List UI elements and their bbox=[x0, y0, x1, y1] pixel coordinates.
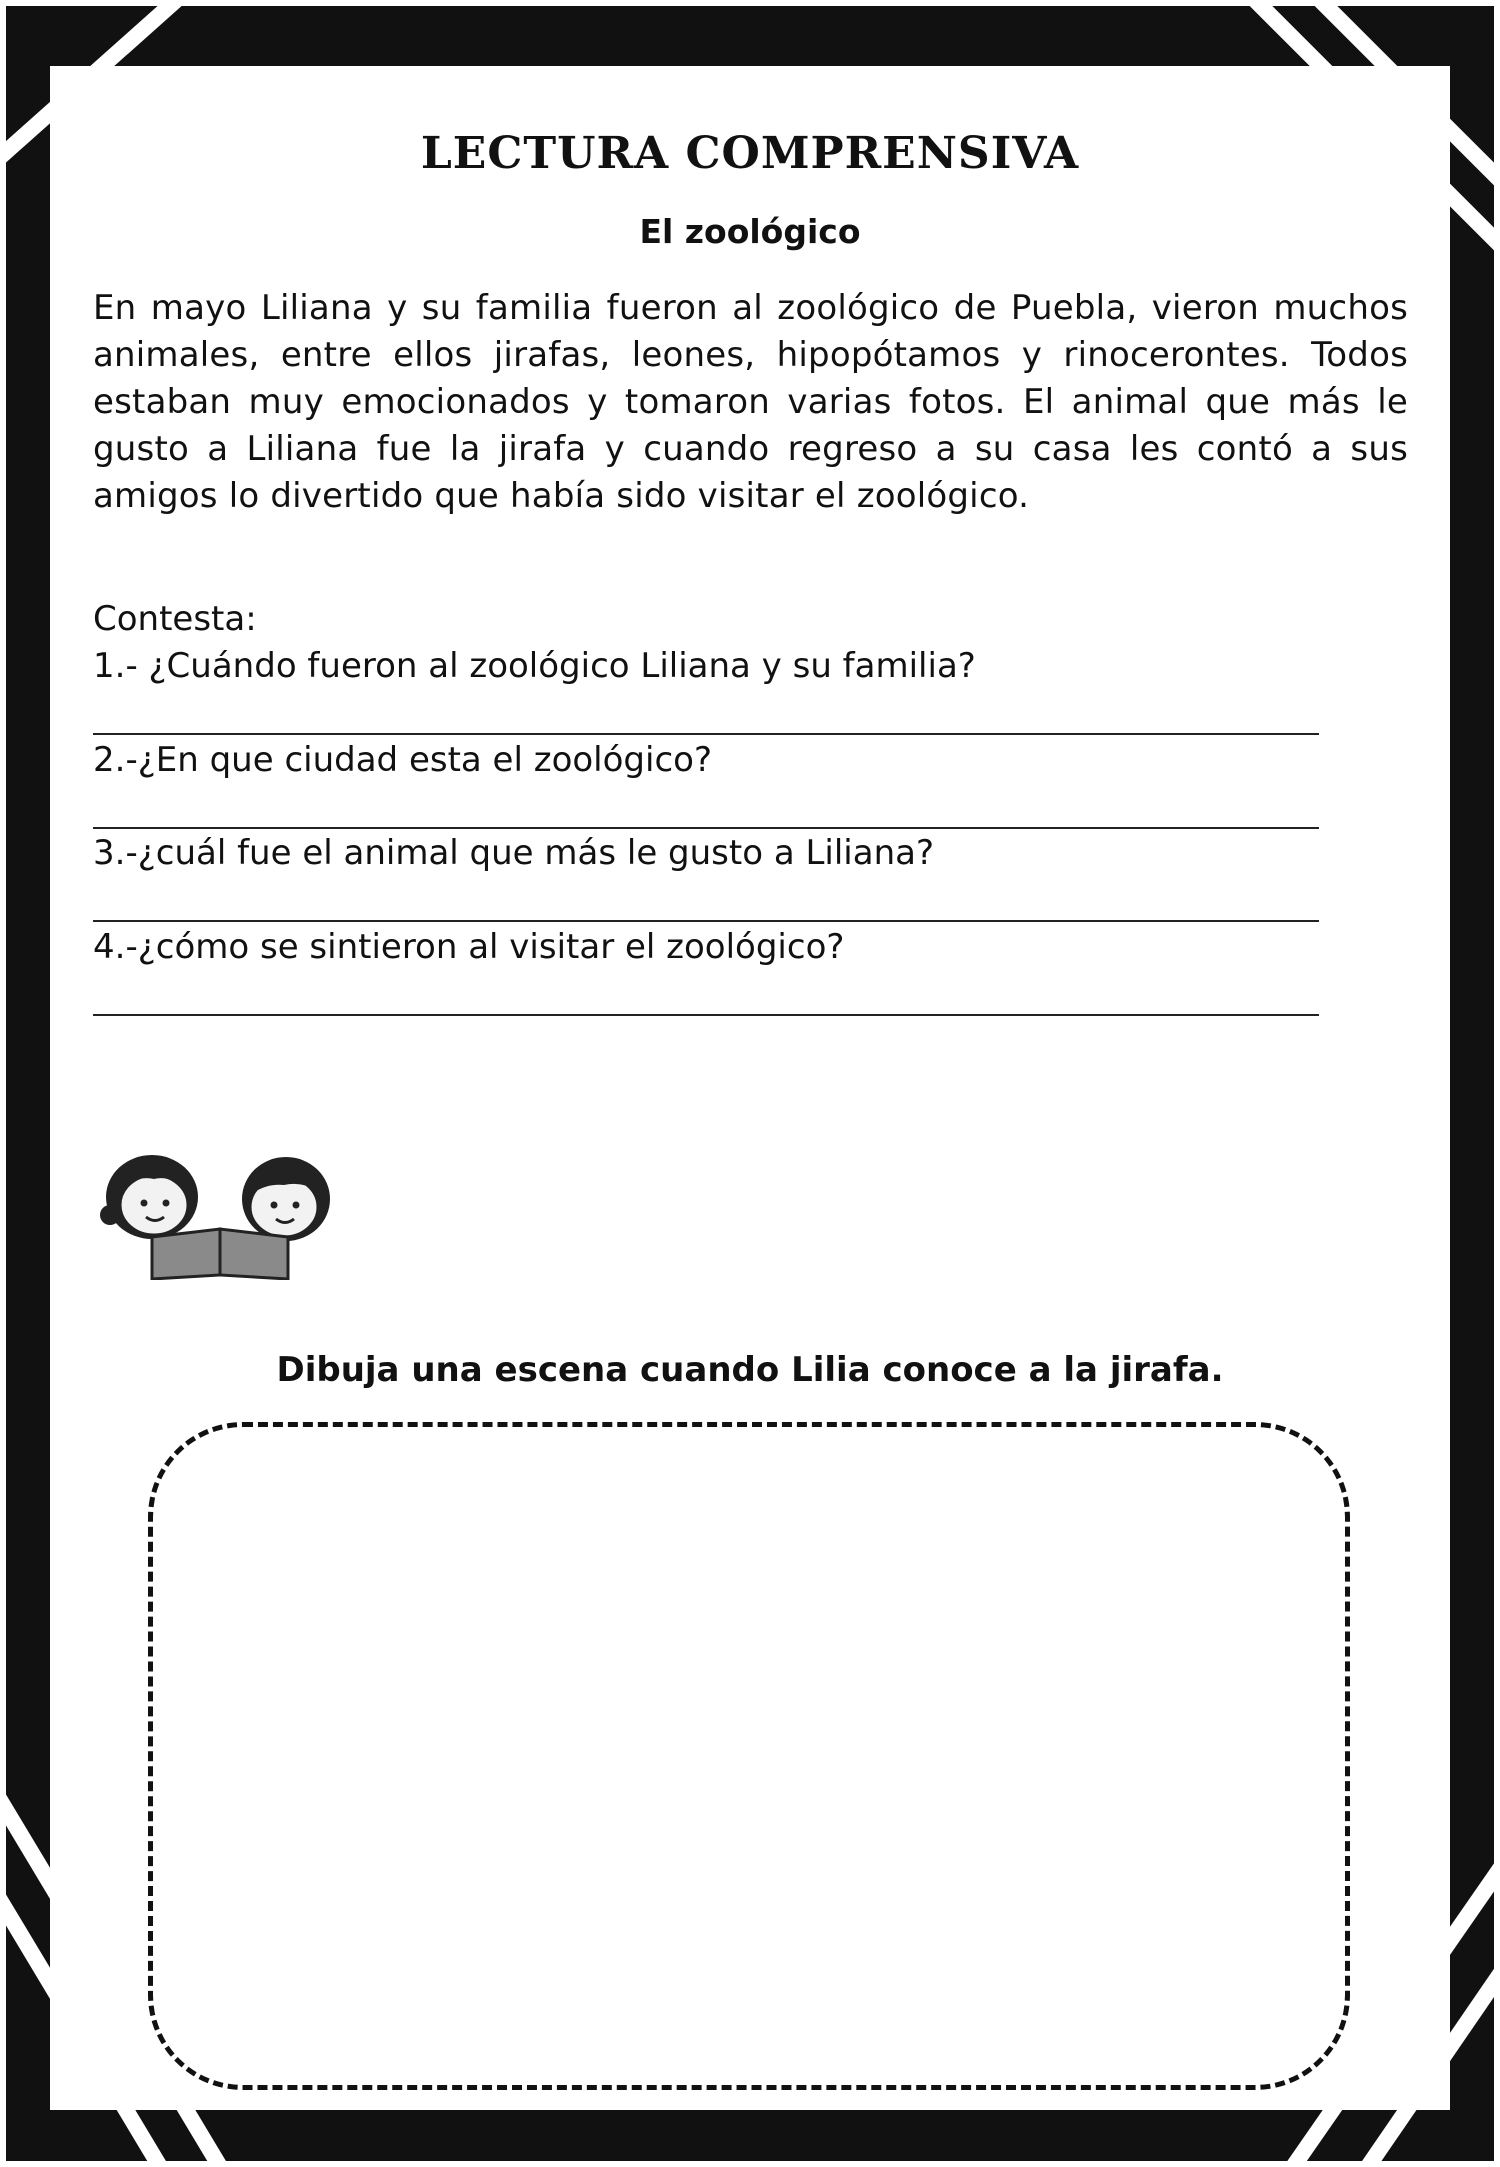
question-4: 4.-¿cómo se sintieron al visitar el zoológico? bbox=[93, 927, 845, 967]
question-3: 3.-¿cuál fue el animal que más le gusto a Liliana? bbox=[93, 833, 935, 873]
drawing-area[interactable] bbox=[148, 1422, 1350, 2090]
children-reading-book-icon bbox=[90, 1145, 365, 1280]
page-title: LECTURA COMPRENSIVA bbox=[420, 128, 1080, 179]
reading-title: El zoológico bbox=[639, 212, 861, 251]
question-2: 2.-¿En que ciudad esta el zoológico? bbox=[93, 740, 712, 780]
drawing-instruction: Dibuja una escena cuando Lilia conoce a la jirafa. bbox=[276, 1350, 1224, 1390]
question-1: 1.- ¿Cuándo fueron al zoológico Liliana y su familia? bbox=[93, 646, 976, 686]
answer-line-4[interactable] bbox=[93, 1014, 1319, 1016]
answer-line-1[interactable] bbox=[93, 733, 1319, 735]
answer-line-3[interactable] bbox=[93, 920, 1319, 922]
answer-instruction: Contesta: bbox=[93, 599, 257, 639]
answer-line-2[interactable] bbox=[93, 827, 1319, 829]
reading-paragraph: En mayo Liliana y su familia fueron al zoológico de Puebla, vieron muchos animales, entre ellos jirafas, leones, hipopótamos y rinocerontes. Todos estaban muy emocionados y tomaron varias fotos. El animal que más le gusto a Liliana fue la jirafa y cuando regreso a su casa les contó a sus amigos lo divertido que había sido visitar el zoológico. bbox=[93, 288, 1408, 516]
